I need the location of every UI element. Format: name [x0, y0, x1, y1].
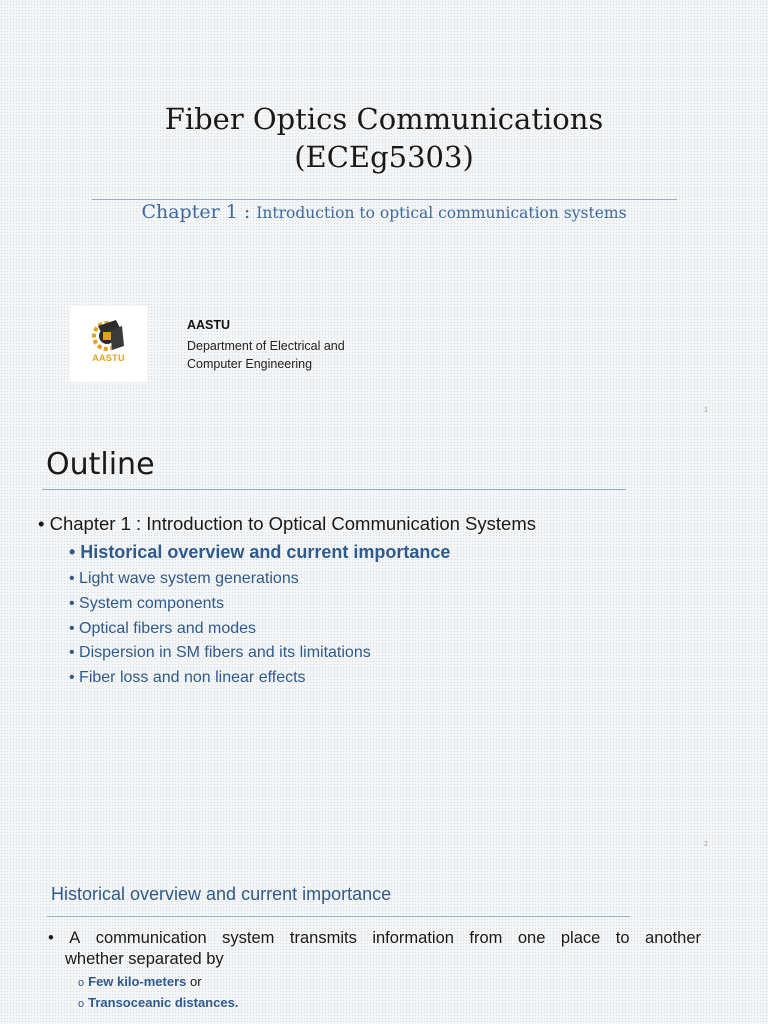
sub-list-item — [78, 974, 202, 989]
word: from — [469, 929, 503, 947]
sub-item-emphasis: Few kilo-meters — [88, 974, 187, 989]
outline-item: • System components — [69, 595, 224, 612]
chapter-title: Introduction to optical communication systems — [256, 204, 627, 222]
outline-item: • Light wave system generations — [69, 570, 299, 587]
bullet-marker: • — [48, 929, 54, 947]
logo-text: AASTU — [92, 353, 125, 363]
word: transmits — [289, 929, 357, 947]
title-divider — [42, 489, 626, 490]
paragraph-continuation: whether separated by — [65, 950, 224, 968]
word: A — [69, 929, 81, 947]
word: another — [645, 929, 701, 947]
page-number: 1 — [704, 407, 708, 414]
page-number: 2 — [704, 841, 708, 848]
department-line2: Computer Engineering — [187, 357, 313, 371]
title-slide — [0, 0, 768, 430]
chapter-label: Chapter 1 : — [141, 201, 257, 223]
outline-item: • Optical fibers and modes — [69, 620, 257, 637]
word: to — [615, 929, 630, 947]
sub-item-text: or — [186, 974, 202, 989]
outline-item: • Dispersion in SM fibers and its limitations — [69, 644, 371, 661]
word: information — [372, 929, 454, 947]
org-name: AASTU — [187, 318, 231, 332]
course-title — [0, 100, 768, 176]
outline-level1-item: • Chapter 1 : Introduction to Optical Communication Systems — [38, 513, 536, 534]
slide-title: Historical overview and current importance — [51, 884, 392, 904]
aastu-logo — [70, 306, 147, 382]
gear-emblem-icon — [70, 306, 147, 382]
circle-bullet-icon: o — [78, 998, 85, 1010]
department-line1: Department of Electrical and — [187, 339, 345, 353]
title-divider — [92, 199, 677, 200]
word: communication — [95, 929, 207, 947]
outline-item: • Fiber loss and non linear effects — [69, 669, 306, 686]
word: system — [222, 929, 275, 947]
word: one — [517, 929, 546, 947]
sub-item-emphasis: Transoceanic distances. — [88, 995, 239, 1010]
word: place — [560, 929, 601, 947]
sub-list-item — [78, 995, 238, 1010]
slide-title: Outline — [46, 447, 155, 482]
outline-item: • Historical overview and current importance — [69, 542, 451, 562]
chapter-subtitle — [0, 201, 768, 223]
circle-bullet-icon: o — [78, 977, 85, 989]
paragraph-first-line — [48, 928, 701, 949]
course-title-line1: Fiber Optics Communications — [164, 102, 604, 136]
outline-slide — [0, 430, 768, 855]
history-slide — [0, 855, 768, 1024]
body-paragraph — [48, 928, 701, 970]
title-divider — [47, 916, 630, 917]
course-title-line2: (ECEg5303) — [294, 140, 474, 174]
department — [187, 337, 387, 373]
